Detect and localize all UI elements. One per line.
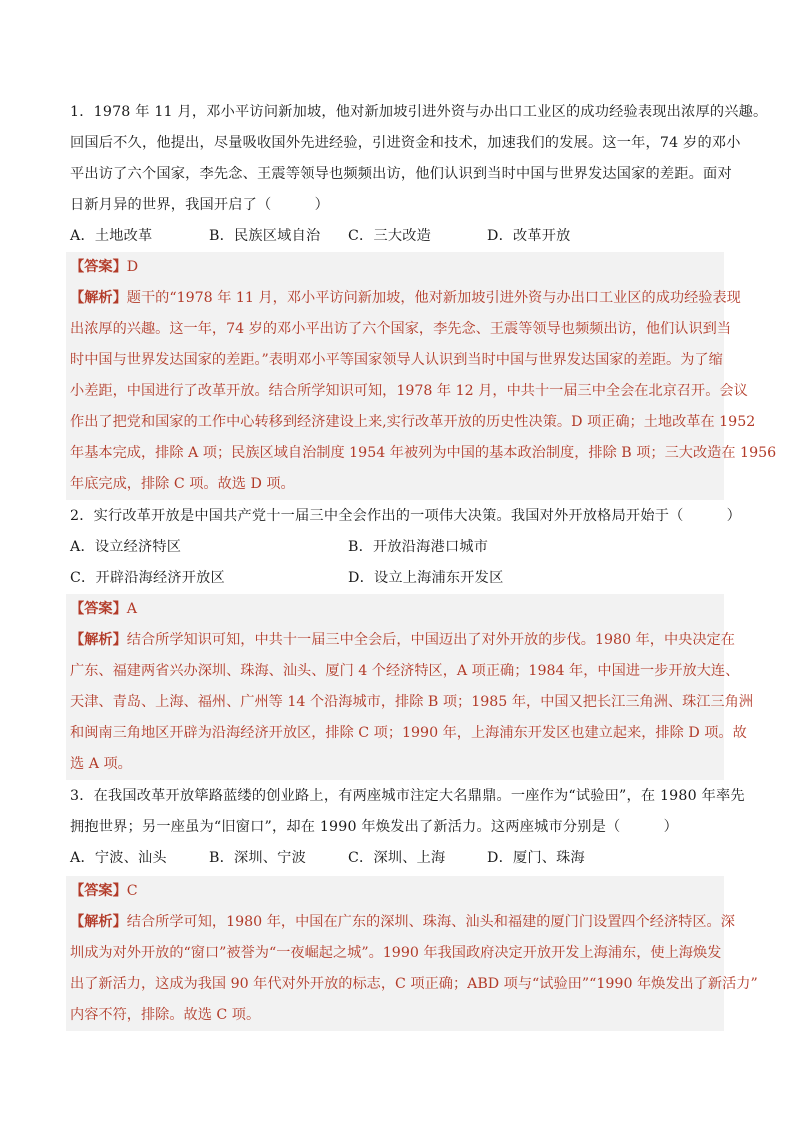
analysis-line: [70, 625, 735, 656]
question-2-solution: [66, 594, 754, 780]
answer-line: [70, 876, 724, 907]
option-b: B．开放沿海港口城市: [348, 539, 489, 555]
analysis-line: 天津、青岛、上海、福州、广州等 14 个沿海城市，排除 B 项；1985 年，中国又把长江三角洲、珠江三角洲: [70, 694, 754, 710]
question-1: [70, 97, 768, 252]
option-a: A．设立经济特区: [70, 539, 182, 555]
analysis-line: 时中国与世界发达国家的差距。”表明邓小平等国家领导人认识到当时中国与世界发达国家的差距。为了缩: [70, 352, 723, 368]
question-2-options-row-1: [70, 532, 724, 563]
analysis-line: 年基本完成，排除 A 项；民族区域自治制度 1954 年被列为中国的基本政治制度，排除 B 项；三大改造在 1956: [70, 445, 777, 461]
answer-line: [70, 252, 724, 283]
question-3-line: 3．在我国改革开放筚路蓝缕的创业路上，有两座城市注定大名鼎鼎。一座作为“试验田”，在 1980 年率先: [70, 788, 745, 804]
analysis-line: 出了新活力，这成为我国 90 年代对外开放的标志，C 项正确；ABD 项与“试验田”“1990 年焕发出了新活力”: [70, 976, 758, 992]
answer-tag: 【答案】: [70, 883, 127, 899]
option-d: D．厦门、珠海: [487, 850, 585, 866]
question-1-solution: [66, 252, 777, 500]
question-3: [70, 781, 745, 874]
option-d: D．改革开放: [487, 228, 571, 244]
option-b: B．深圳、宁波: [209, 850, 306, 866]
option-c: C．三大改造: [348, 228, 431, 244]
analysis-line: 和闽南三角地区开辟为沿海经济开放区，排除 C 项；1990 年，上海浦东开发区也建立起来，排除 D 项。故: [70, 725, 747, 741]
answer-value: A: [126, 601, 138, 617]
analysis-text: 结合所学可知，1980 年，中国在广东的深圳、珠海、汕头和福建的厦门门设置四个经济特区。深: [126, 914, 735, 930]
question-1-line: 回国后不久，他提出，尽量吸收国外先进经验，引进资金和技术，加速我们的发展。这一年，74 岁的邓小: [70, 135, 741, 151]
analysis-line: 出浓厚的兴趣。这一年，74 岁的邓小平出访了六个国家，李先念、王震等领导也频频出访，他们认识到当: [70, 321, 732, 337]
analysis-line: 小差距，中国进行了改革开放。结合所学知识可知，1978 年 12 月，中共十一届三中全会在北京召开。会议: [70, 383, 748, 399]
option-a: A．土地改革: [70, 228, 153, 244]
question-2-line: 2．实行改革开放是中国共产党十一届三中全会作出的一项伟大决策。我国对外开放格局开始于（ ）: [70, 508, 742, 524]
analysis-line: 选 A 项。: [70, 756, 132, 772]
analysis-tag: 【解析】: [70, 632, 127, 648]
answer-tag: 【答案】: [70, 601, 127, 617]
question-1-options: [70, 221, 724, 252]
analysis-line: 广东、福建两省兴办深圳、珠海、汕头、厦门 4 个经济特区，A 项正确；1984 年，中国进一步开放大连、: [70, 663, 740, 679]
question-2-options-row-2: [70, 563, 724, 594]
analysis-tag: 【解析】: [70, 914, 127, 930]
option-a: A．宁波、汕头: [70, 850, 167, 866]
question-3-line: 拥抱世界；另一座虽为“旧窗口”，却在 1990 年焕发出了新活力。这两座城市分别是（ ）: [70, 819, 678, 835]
analysis-line: [70, 907, 735, 938]
question-1-line: 1．1978 年 11 月，邓小平访问新加坡，他对新加坡引进外资与办出口工业区的成功经验表现出浓厚的兴趣。: [70, 104, 768, 120]
question-1-line: 日新月异的世界，我国开启了（ ）: [70, 197, 329, 213]
question-3-options: [70, 843, 724, 874]
analysis-text: 结合所学知识可知，中共十一届三中全会后，中国迈出了对外开放的步伐。1980 年，中央决定在: [126, 632, 735, 648]
analysis-line: 作出了把党和国家的工作中心转移到经济建设上来,实行改革开放的历史性决策。D 项正确；土地改革在 1952: [70, 414, 756, 430]
analysis-line: 年底完成，排除 C 项。故选 D 项。: [70, 476, 295, 492]
answer-tag: 【答案】: [70, 259, 127, 275]
option-c: C．深圳、上海: [348, 850, 446, 866]
option-d: D．设立上海浦东开发区: [348, 570, 504, 586]
analysis-line: 圳成为对外开放的“窗口”被誉为“一夜崛起之城”。1990 年我国政府决定开放开发上海浦东，使上海焕发: [70, 945, 722, 961]
option-b: B．民族区域自治: [209, 228, 321, 244]
answer-value: D: [126, 259, 139, 275]
option-c: C．开辟沿海经济开放区: [70, 570, 225, 586]
answer-line: [70, 594, 724, 625]
analysis-line: 内容不符，排除。故选 C 项。: [70, 1007, 261, 1023]
analysis-text: 题干的“1978 年 11 月，邓小平访问新加坡，他对新加坡引进外资与办出口工业区的成功经验表现: [126, 290, 741, 306]
analysis-line: [70, 283, 741, 314]
question-3-solution: [66, 876, 758, 1031]
analysis-tag: 【解析】: [70, 290, 127, 306]
question-1-line: 平出访了六个国家，李先念、王震等领导也频频出访，他们认识到当时中国与世界发达国家的差距。面对: [70, 166, 732, 182]
answer-value: C: [126, 883, 138, 899]
question-2: [70, 501, 742, 594]
